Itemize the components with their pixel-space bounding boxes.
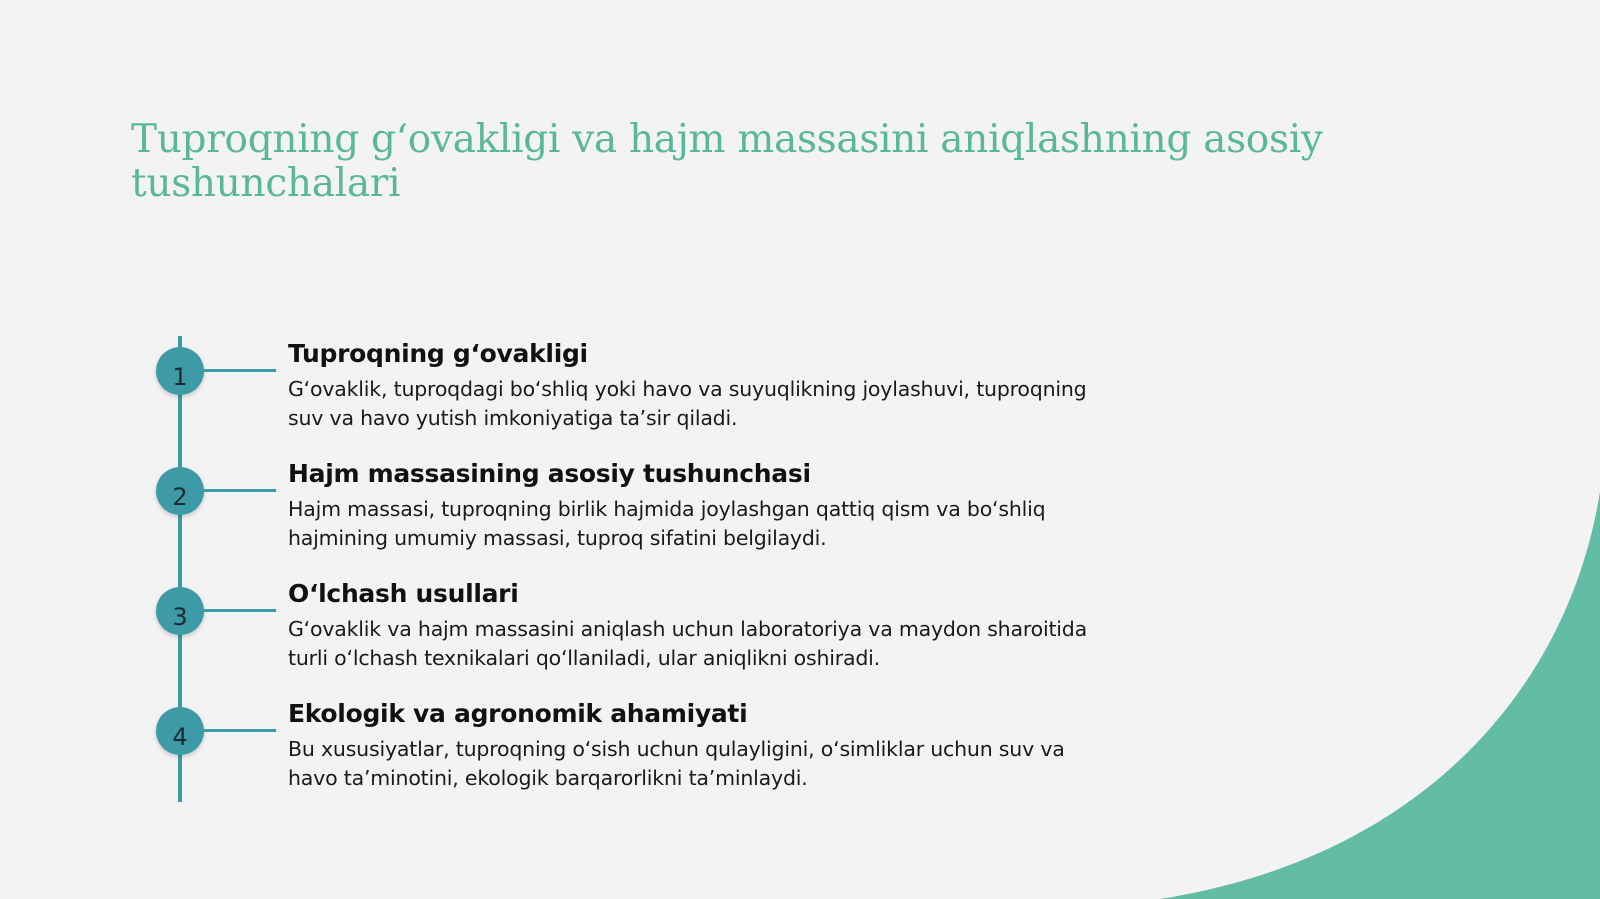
- step-connector: [204, 489, 276, 492]
- step-title: O‘lchash usullari: [288, 579, 519, 608]
- step-description: G‘ovaklik, tuproqdagi bo‘shliq yoki havo va suyuqlikning joylashuvi, tuproqning suv va havo yutish imkoniyatiga ta’sir qiladi.: [288, 377, 1087, 430]
- step-number-badge: [156, 707, 204, 755]
- timeline-step-4: [0, 699, 1200, 807]
- corner-shape-path: [1160, 492, 1600, 899]
- slide-title: Tuproqning g‘ovakligi va hajm massasini aniqlashning asosiy tushunchalari: [131, 117, 1323, 206]
- step-number-badge: [156, 467, 204, 515]
- timeline-step-2: [0, 459, 1200, 567]
- step-number-badge: [156, 587, 204, 635]
- timeline-step-3: [0, 579, 1200, 687]
- step-number: 2: [172, 483, 188, 511]
- step-title: Hajm massasining asosiy tushunchasi: [288, 459, 811, 488]
- step-number-badge: [156, 347, 204, 395]
- step-connector: [204, 729, 276, 732]
- step-number: 4: [172, 723, 188, 751]
- step-number: 1: [172, 363, 188, 391]
- timeline-step-1: [0, 339, 1200, 447]
- step-title: Tuproqning g‘ovakligi: [288, 339, 588, 368]
- step-connector: [204, 609, 276, 612]
- step-description: Hajm massasi, tuproqning birlik hajmida joylashgan qattiq qism va bo‘shliq hajmining umumiy massasi, tuproq sifatini belgilaydi.: [288, 497, 1046, 550]
- step-title: Ekologik va agronomik ahamiyati: [288, 699, 748, 728]
- step-connector: [204, 369, 276, 372]
- step-description: Bu xususiyatlar, tuproqning o‘sish uchun qulayligini, o‘simliklar uchun suv va havo ta’minotini, ekologik barqarorlikni ta’minlaydi.: [288, 737, 1065, 790]
- step-description: G‘ovaklik va hajm massasini aniqlash uchun laboratoriya va maydon sharoitida turli o‘lchash texnikalari qo‘llaniladi, ular aniqlikni oshiradi.: [288, 617, 1087, 670]
- step-number: 3: [172, 603, 188, 631]
